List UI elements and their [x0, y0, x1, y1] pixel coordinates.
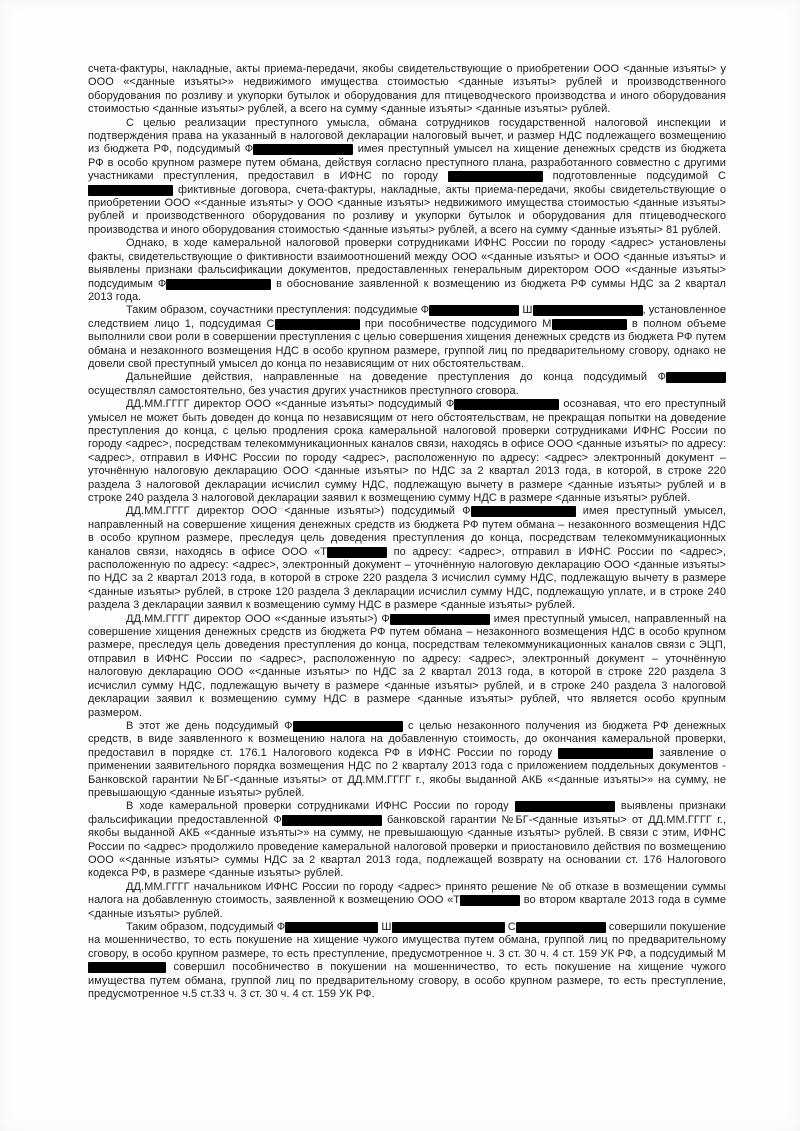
- text-segment: В этот же день подсудимый Ф: [126, 719, 293, 732]
- text-segment: осознавая, что его преступный умысел не может быть доведен до конца по независящим от него обстоятельствам, не прекращая попытки на доведение преступления до конца, с целью продления срока камеральной налоговой проверки сотрудниками ИФНС России по городу <адрес>, посредствам телекоммуникационных каналов связи, находясь в офисе ООО <данные изъяты> по адресу: <адрес>, отправил в ИФНС России по городу <адрес>, расположенную по адресу: <адрес> электронный документ – уточнённую налоговую декларацию ООО <данные изъяты> по НДС за 2 квартал 2013 года, в которой, в строке 220 раздела 3 налоговой декларации исчислил сумму НДС, подлежащую вычету в размере <данные изъяты> рублей и в строке 240 раздела 3 налоговой декларации заявил к возмещению сумму НДС в размере <данные изъяты> рублей.: [88, 398, 726, 504]
- text-segment: заявление о применении заявительного порядка возмещения НДС по 2 кварталу 2013 года с приложением поддельных документов - Банковской гарантии №БГ-<данные изъяты> от ДД.ММ.ГГГГ г., якобы выданной АКБ «<данные изъяты>» на сумму, не превышающую <данные изъяты> рублей.: [88, 746, 726, 799]
- redaction-bar: [533, 305, 643, 316]
- redaction-bar: [327, 547, 387, 558]
- text-segment: Таким образом, соучастники преступления: подсудимые Ф: [126, 304, 430, 317]
- text-segment: счета-фактуры, накладные, акты приема-передачи, якобы свидетельствующие о приобретении ООО <данные изъяты> у ООО «<данные изъяты>» недвижимого имущества стоимостью <данные изъяты> рублей и производственного оборудования по розливу и укупорки бутылок и оборудования для птицеводческого производства и иного оборудования стоимостью <данные изъяты> рублей, а всего на сумму <данные изъяты> <данные изъяты> рублей.: [88, 63, 726, 116]
- text-segment: ДД.ММ.ГГГГ начальником ИФНС России по городу <адрес> принято решение № об отказе в возмещении суммы налога на добавленную стоимость, заявленной к возмещению ООО «Т: [88, 880, 726, 907]
- paragraph: [88, 800, 726, 880]
- redaction-bar: [515, 801, 615, 812]
- text-segment: во втором квартале 2013 года в сумме <данные изъяты> рублей.: [88, 894, 726, 920]
- text-segment: совершили покушение на мошенничество, то есть покушение на хищение чужого имущества путем обмана, группой лиц по предварительному сговору, в особо крупном размере, то есть преступление, предусмотренное ч. 3 ст. 30 ч. 4 ст. 159 УК РФ, а подсудимый М: [88, 921, 726, 960]
- redaction-bar: [275, 319, 360, 330]
- text-segment: осуществлял самостоятельно, без участия других участников преступного сговора.: [88, 384, 519, 397]
- paragraph: [88, 720, 726, 800]
- redaction-bar: [166, 279, 271, 290]
- paragraph: [88, 237, 726, 304]
- text-segment: , установленное следствием лицо 1, подсудимая С: [88, 304, 726, 330]
- text-segment: фиктивные договора, счета-фактуры, накладные, акты приема-передачи, якобы свидетельствующие о приобретении ООО «<данные изъяты> у ООО <данные изъяты> недвижимого имущества стоимостью <данные изъяты> рублей и производственного оборудования по розливу и укупорки бутылок и оборудования для птицеводческого производства и иного оборудования стоимостью <данные изъяты> рублей, а всего на сумму <данные изъяты> 81 рублей.: [88, 183, 726, 236]
- text-segment: С целью реализации преступного умысла, обмана сотрудников государственной налоговой инспекции и подтверждения права на указанный в налоговой декларации налоговый вычет, и размер НДС подлежащего возмещению из бюджета РФ, подсудимый Ф: [88, 116, 726, 156]
- paragraph: [88, 398, 726, 505]
- text-segment: выявлены признаки фальсификации предоставленной Ф: [88, 800, 726, 826]
- redaction-bar: [460, 895, 520, 906]
- text-segment: В ходе камеральной проверки сотрудниками ИФНС России по городу: [126, 800, 515, 813]
- text-segment: ДД.ММ.ГГГГ директор ООО «<данные изъяты> подсудимый Ф: [126, 398, 455, 411]
- redaction-bar: [558, 748, 653, 759]
- text-segment: Однако, в ходе камеральной налоговой проверки сотрудниками ИФНС России по городу <адрес> установлены факты, свидетельствующие о фиктивности взаимоотношений между ООО «<данные изъяты> и ООО <данные изъяты> и выявлены признаки фальсификации документов, предоставленных генеральным директором ООО «<данные изъяты> подсудимым Ф: [88, 237, 726, 290]
- redaction-bar: [282, 815, 382, 826]
- redaction-bar: [253, 144, 353, 155]
- text-segment: с целью незаконного получения из бюджета РФ денежных средств, в виде заявленного к возмещению налога на добавленную стоимость, до окончания камеральной проверки, предоставил в порядке ст. 176.1 Налогового кодекса РФ в ИФНС России по городу: [88, 719, 726, 759]
- redaction-bar: [285, 922, 378, 933]
- text-segment: ДД.ММ.ГГГГ директор ООО «<данные изъяты>) Ф: [126, 612, 390, 625]
- text-segment: совершил пособничество в покушении на мошенничество, то есть покушение на хищение чужого имущества путем обмана, группой лиц по предварительному сговору, в особо крупном размере, то есть преступление, предусмотренное ч.5 ст.33 ч. 3 ст. 30 ч. 4 ст. 159 УК РФ.: [88, 961, 726, 1001]
- paragraph: [88, 117, 726, 238]
- redaction-bar: [390, 614, 490, 625]
- text-segment: по адресу: <адрес>, отправил в ИФНС России по <адрес>, расположенную по адресу: <адрес>, электронный документ – уточнённую налоговую декларацию ООО <данные изъяты> по НДС за 2 квартал 2013 года, в которой в строке 220 раздела 3 исчислил сумму НДС, подлежащую вычету в размере <данные изъяты> рублей, в строке 120 раздела 3 декларации исчислил сумму НДС, подлежащую уплате, и в строке 240 раздела 3 декларации заявил к возмещению сумму НДС в размере <данные изъяты> рублей.: [88, 545, 726, 612]
- redaction-bar: [88, 962, 166, 973]
- text-segment: Ш: [519, 304, 533, 317]
- paragraph: [88, 304, 726, 371]
- redaction-bar: [293, 721, 403, 732]
- text-segment: имея преступный умысел на хищение денежных средств из бюджета РФ в особо крупном размере путем обмана, действуя согласно преступного плана, разработанного совместно с другими участниками преступления, предоставил в ИФНС по городу: [88, 143, 726, 183]
- redaction-bar: [448, 171, 543, 182]
- paragraph: [88, 613, 726, 720]
- text-segment: имея преступный умысел, направленный на совершение хищения денежных средств из бюджета РФ путем обмана – незаконного возмещения НДС в особо крупном размере, преследуя цель доведения преступления до конца, посредствам телекоммуникационных каналов связи с ЭЦП, отправил в ИФНС России по <адрес>, расположенную по адресу: <адрес>, электронный документ – уточнённую налоговую декларацию ООО «<данные изъяты> по НДС за 2 квартал 2013 года, в которой в строке 220 раздела 3 исчислил сумму НДС, подлежащую вычету в размере <данные изъяты> рублей, и в строке 240 раздела 3 налоговой декларации заявил к возмещению сумму НДС в размере <данные изъяты> рублей, что является особо крупным размером.: [88, 612, 726, 719]
- redaction-bar: [552, 319, 627, 330]
- text-segment: при пособничестве подсудимого М: [359, 317, 552, 330]
- redaction-bar: [666, 372, 726, 383]
- paragraph: [88, 63, 726, 117]
- redaction-bar: [429, 305, 519, 316]
- document-text: [88, 63, 726, 1001]
- text-segment: банковской гарантии №БГ-<данные изъяты> от ДД.ММ.ГГГГ г., якобы выданной АКБ «<данные изъяты>» на сумму, не превышающую <данные изъяты> рублей. В связи с этим, ИФНС России по <адрес> продолжило проведение камеральной налоговой проверки и приостановило действия по возмещению ООО «<данные изъяты> суммы НДС за 2 квартал 2013 года, подлежащей возврату на основании ст. 176 Налогового кодекса РФ, в размере <данные изъяты> рублей.: [88, 813, 726, 880]
- text-segment: в полном объеме выполнили свои роли в совершении преступления с целью совершения хищения денежных средств из бюджета РФ путем обмана и незаконного возмещения НДС в особо крупном размере, группой лиц по предварительному сговору, однако не довели свой преступный умысел до конца по независящим от них обстоятельствам.: [88, 317, 726, 370]
- redaction-bar: [471, 506, 576, 517]
- text-segment: ДД.ММ.ГГГГ директор ООО <данные изъяты>) подсудимый Ф: [126, 505, 471, 518]
- paragraph: [88, 921, 726, 1001]
- redaction-bar: [392, 922, 505, 933]
- redaction-bar: [516, 922, 606, 933]
- redaction-bar: [454, 399, 559, 410]
- text-segment: в обоснование заявленной к возмещению из бюджета РФ суммы НДС за 2 квартал 2013 года.: [88, 277, 726, 303]
- text-segment: Дальнейшие действия, направленные на доведение преступления до конца подсудимый Ф: [126, 371, 666, 384]
- redaction-bar: [88, 185, 173, 196]
- text-segment: подготовленные подсудимой С: [542, 170, 726, 183]
- paragraph: [88, 881, 726, 921]
- paragraph: [88, 371, 726, 398]
- text-segment: Ш: [378, 921, 392, 933]
- paragraph: [88, 505, 726, 612]
- text-segment: Таким образом, подсудимый Ф: [126, 921, 286, 933]
- text-segment: имея преступный умысел, направленный на совершение хищения денежных средств из бюджета РФ путем обмана – незаконного возмещения НДС в особо крупном размере, преследуя цель доведения преступления до конца, посредствам телекоммуникационных каналов связи, находясь в офисе ООО «Т: [88, 505, 726, 558]
- text-segment: С: [504, 921, 516, 933]
